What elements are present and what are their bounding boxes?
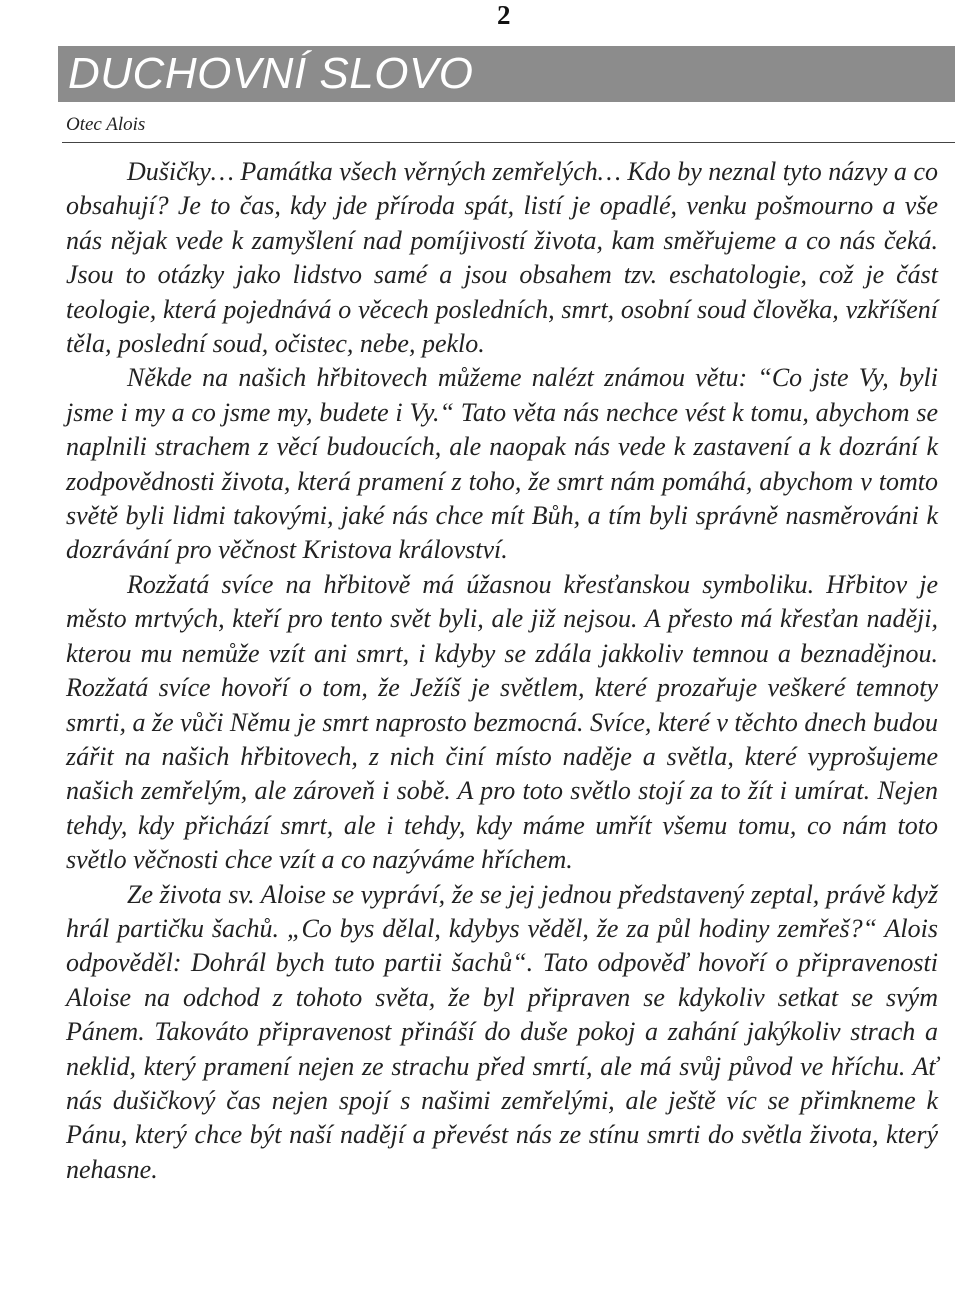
- article-body: [66, 155, 938, 1187]
- section-title-bar: [58, 46, 955, 102]
- page-number: 2: [497, 0, 511, 30]
- paragraph-2: Někde na našich hřbitovech můžeme nalézt známou větu: “Co jste Vy, byli jsme i my a co jsme my, budete i Vy.“ Tato věta nás nechce vést k tomu, abychom se naplnili strachem z věcí budoucích, ale naopak nás vede k zastavení a k dozrání k zodpovědnosti života, která pramení z toho, že smrt nám pomáhá, abychom v tomto světě byli lidmi takovými, jaké nás chce mít Bůh, a tím byli správně nasměrováni k dozrávání pro věčnost Kristova království.: [66, 363, 938, 565]
- paragraph-1: Dušičky… Památka všech věrných zemřelých… Kdo by neznal tyto názvy a co obsahují? Je to čas, kdy jde příroda spát, listí je opadlé, venku pošmourno a vše nás nějak vede k zamyšlení nad pomíjivostí života, kam směřujeme a co nás čeká. Jsou to otázky jako lidstvo samé a jsou obsahem tzv. eschatologie, což je část teologie, která pojednává o věcech posledních, smrt, osobní soud člověka, vzkříšení těla, poslední soud, očistec, nebe, peklo.: [66, 157, 938, 359]
- paragraph-4: Ze života sv. Aloise se vypráví, že se jej jednou představený zeptal, právě když hrál partičku šachů. „Co bys dělal, kdybys věděl, že za půl hodiny zemřeš?“ Alois odpověděl: Dohrál bych tuto partii šachů“. Tato odpověď hovoří o připravenosti Aloise na odchod z tohoto světa, že byl připraven se kdykoliv setkat se svým Pánem. Takováto připravenost přináší do duše pokoj a zahání jakýkoliv strach a neklid, který pramení nejen ze strachu před smrtí, ale má svůj původ ve hříchu. Ať nás dušičkový čas nejen spojí s našimi zemřelými, ale ještě víc se přimkneme k Pánu, který chce být naší nadějí a převést nás ze stínu smrti do světla života, který nehasne.: [66, 879, 938, 1184]
- author-name: Otec Alois: [66, 114, 146, 135]
- section-title: DUCHOVNÍ SLOVO: [68, 49, 474, 98]
- header-divider: [62, 142, 955, 143]
- paragraph-3: Rozžatá svíce na hřbitově má úžasnou křesťanskou symboliku. Hřbitov je město mrtvých, kteří pro tento svět byli, ale již nejsou. A přesto má křesťan naději, kterou mu nemůže vzít ani smrt, i kdyby se zdála jakkoliv temnou a beznadějnou. Rozžatá svíce hovoří o tom, že Ježíš je světlem, které prozařuje veškeré temnoty smrti, a že vůči Němu je smrt naprosto bezmocná. Svíce, které v těchto dnech budou zářit na našich hřbitovech, z nich činí místo naděje a světla, které vyprošujeme našich zemřelým, ale zároveň i sobě. A pro toto světlo stojí za to žít i umírat. Nejen tehdy, kdy přichází smrt, ale i tehdy, kdy máme umřít všemu tomu, co nám toto světlo věčnosti chce vzít a co nazýváme hříchem.: [66, 569, 939, 875]
